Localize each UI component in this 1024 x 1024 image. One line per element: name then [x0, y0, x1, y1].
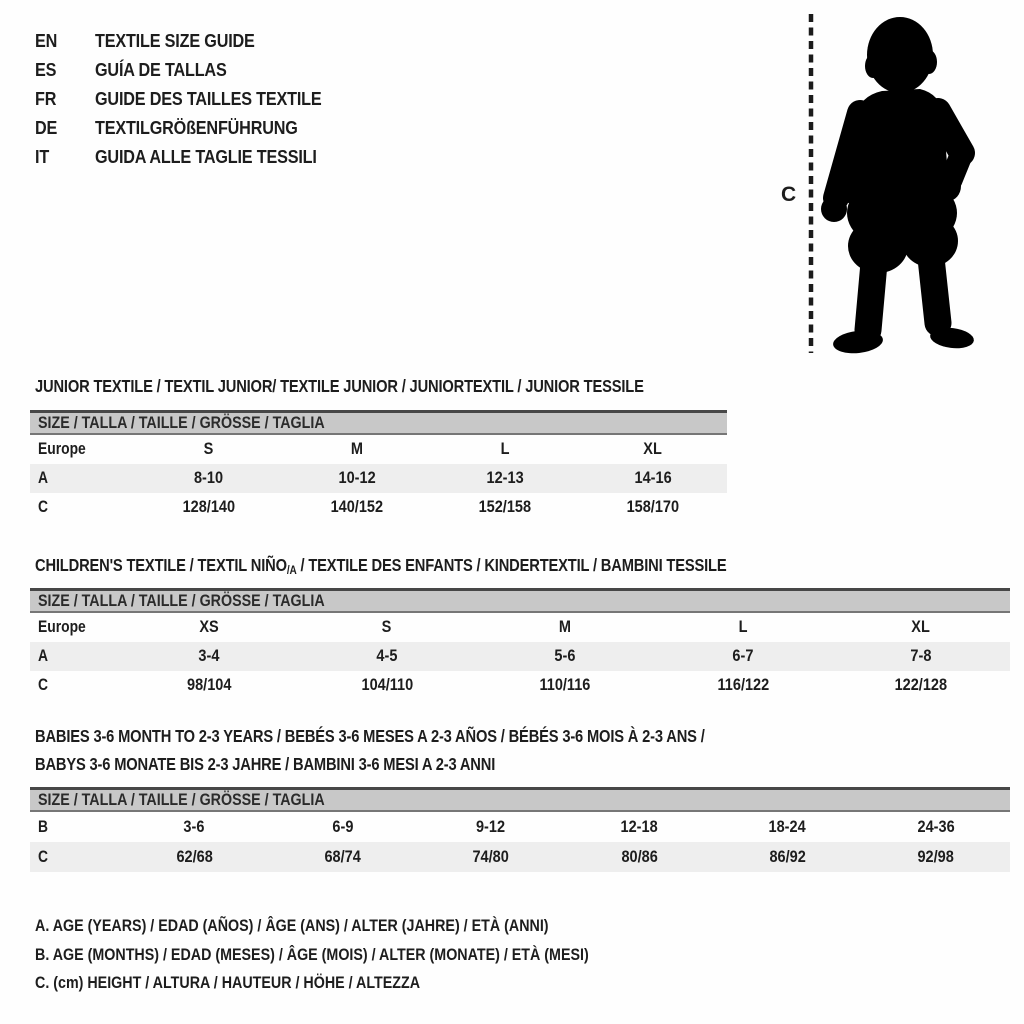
- height-cell: 122/128: [894, 676, 948, 694]
- size-header-text: SIZE / TALLA / TAILLE / GRÖSSE / TAGLIA: [38, 790, 325, 809]
- table-header-bar: [30, 787, 1010, 812]
- height-cell: 128/140: [182, 498, 236, 516]
- size-cell: XS: [199, 618, 219, 636]
- age-cell: 18-24: [768, 818, 807, 836]
- nino-a-subscript: /A: [286, 563, 297, 577]
- row-label: C: [38, 498, 49, 516]
- age-cell: 24-36: [917, 818, 955, 836]
- age-cell: 3-6: [183, 818, 205, 836]
- height-cell: 86/92: [769, 848, 806, 866]
- age-cell: 8-10: [194, 469, 224, 487]
- legend-line-a: A. AGE (YEARS) / EDAD (AÑOS) / ÂGE (ANS) / ALTER (JAHRE) / ETÀ (ANNI): [35, 916, 549, 935]
- language-row-en: [35, 27, 347, 56]
- table-row-height: [30, 493, 727, 522]
- language-code: DE: [35, 118, 58, 138]
- age-cell: 6-9: [331, 818, 353, 836]
- size-cell: S: [382, 618, 392, 636]
- children-size-table: [30, 588, 1010, 700]
- height-cell: 74/80: [472, 848, 509, 866]
- language-title: GUÍA DE TALLAS: [95, 60, 227, 80]
- height-cell: 92/98: [917, 848, 954, 866]
- language-row-fr: [35, 85, 347, 114]
- language-list: [35, 27, 347, 172]
- row-label: C: [38, 848, 49, 866]
- height-cell: 110/116: [539, 676, 591, 694]
- age-cell: 7-8: [910, 647, 932, 665]
- table-row-height: [30, 671, 1010, 700]
- row-label: B: [38, 818, 49, 836]
- height-cell: 68/74: [324, 848, 361, 866]
- language-title: TEXTILE SIZE GUIDE: [95, 31, 255, 51]
- age-cell: 12-18: [620, 818, 658, 836]
- children-heading-text: CHILDREN'S TEXTILE / TEXTIL $NIÑO_{/A}$ / TEXTILE DES ENFANTS / KINDERTEXTIL / BAMBINI TESSILE: [35, 555, 727, 577]
- toddler-figure-graphic: [778, 8, 988, 358]
- size-cell: M: [558, 618, 572, 636]
- size-cell: S: [204, 440, 214, 458]
- language-row-it: [35, 143, 347, 172]
- row-label: A: [38, 469, 49, 487]
- age-cell: 4-5: [376, 647, 398, 665]
- size-header-text: SIZE / TALLA / TAILLE / GRÖSSE / TAGLIA: [38, 591, 325, 610]
- legend-line-b: B. AGE (MONTHS) / EDAD (MESES) / ÂGE (MOIS) / ALTER (MONATE) / ETÀ (MESI): [35, 944, 589, 964]
- age-cell: 14-16: [634, 469, 672, 487]
- toddler-silhouette: [821, 17, 975, 356]
- table-header-bar: [30, 588, 1010, 613]
- age-cell: 5-6: [554, 647, 576, 665]
- height-measure-label: C: [781, 183, 797, 206]
- babies-size-table: [30, 787, 1010, 872]
- height-cell: 158/170: [626, 498, 680, 516]
- size-cell: L: [500, 440, 510, 458]
- measurement-legend: [35, 912, 694, 998]
- language-title: GUIDA ALLE TAGLIE TESSILI: [95, 147, 317, 167]
- height-cell: 80/86: [620, 848, 658, 866]
- table-row-age-months: [30, 812, 1010, 842]
- size-cell: L: [738, 618, 748, 636]
- age-cell: 12-13: [486, 469, 524, 487]
- size-header-text: SIZE / TALLA / TAILLE / GRÖSSE / TAGLIA: [38, 413, 325, 432]
- height-cell: 116/122: [717, 676, 769, 694]
- language-code: FR: [35, 89, 57, 109]
- row-label: A: [38, 647, 49, 665]
- table-header-bar: [30, 410, 727, 435]
- size-cell: XL: [911, 618, 931, 636]
- row-label: Europe: [38, 440, 86, 458]
- age-cell: 9-12: [476, 818, 506, 836]
- babies-heading-line2: BABYS 3-6 MONATE BIS 2-3 JAHRE / BAMBINI 3-6 MESI A 2-3 ANNI: [35, 754, 496, 774]
- table-row-age: [30, 642, 1010, 671]
- language-code: EN: [35, 31, 58, 51]
- babies-heading-line1: BABIES 3-6 MONTH TO 2-3 YEARS / BEBÉS 3-6 MESES A 2-3 AÑOS / BÉBÉS 3-6 MOIS À 2-3 ANS /: [35, 726, 705, 746]
- language-code: ES: [35, 60, 57, 80]
- size-cell: XL: [643, 440, 663, 458]
- table-row-europe: [30, 613, 1010, 642]
- age-cell: 6-7: [732, 647, 754, 665]
- junior-heading-text: JUNIOR TEXTILE / TEXTIL JUNIOR/ TEXTILE JUNIOR / JUNIORTEXTIL / JUNIOR TESSILE: [35, 376, 644, 396]
- language-title: TEXTILGRÖßENFÜHRUNG: [95, 118, 298, 138]
- height-cell: 62/68: [175, 848, 213, 866]
- height-cell: 140/152: [330, 498, 384, 516]
- legend-line-c: C. (cm) HEIGHT / ALTURA / HAUTEUR / HÖHE / ALTEZZA: [35, 973, 421, 992]
- language-row-es: [35, 56, 347, 85]
- age-cell: 3-4: [198, 647, 220, 665]
- junior-size-table: [30, 410, 727, 522]
- table-row-europe: [30, 435, 727, 464]
- table-row-height: [30, 842, 1010, 872]
- children-section-heading: [35, 551, 858, 584]
- language-row-de: [35, 114, 347, 143]
- junior-section-heading: [35, 372, 760, 400]
- height-cell: 98/104: [186, 676, 232, 694]
- row-label: C: [38, 676, 49, 694]
- height-cell: 152/158: [478, 498, 532, 516]
- height-cell: 104/110: [361, 676, 413, 694]
- language-code: IT: [35, 147, 50, 167]
- language-title: GUIDE DES TAILLES TEXTILE: [95, 89, 322, 109]
- table-row-age: [30, 464, 727, 493]
- size-cell: M: [350, 440, 364, 458]
- row-label: Europe: [38, 618, 86, 636]
- babies-section-heading: [35, 722, 832, 778]
- age-cell: 10-12: [338, 469, 376, 487]
